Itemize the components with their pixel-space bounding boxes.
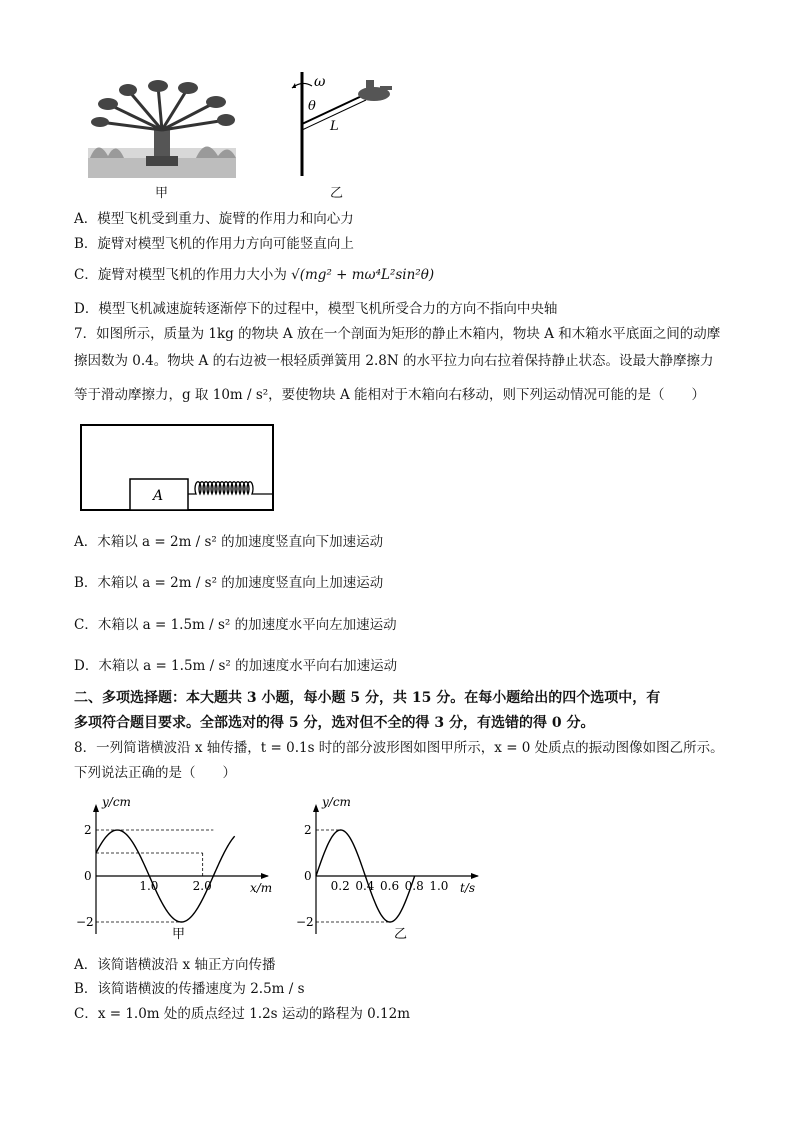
x-axis-arrow: [261, 873, 269, 879]
q8-option-c: C．x = 1.0m 处的质点经过 1.2s 运动的路程为 0.12m: [74, 1006, 411, 1022]
q6-option-d: D．模型飞机减速旋转逐渐停下的过程中，模型飞机所受合力的方向不指向中央轴: [74, 301, 558, 317]
y-tick-label: 2: [84, 823, 92, 837]
length-label: L: [330, 119, 339, 134]
y-axis-label: y/cm: [322, 795, 351, 809]
q7-stem-line1: 7．如图所示，质量为 1kg 的物块 A 放在一个剖面为矩形的静止木箱内，物块 A 和木箱水平底面之间的动摩: [74, 326, 721, 342]
wave-graph-jia: [76, 792, 276, 940]
y-tick-label: 0: [84, 869, 92, 883]
q6-option-a: A．模型飞机受到重力、旋臂的作用力和向心力: [74, 211, 354, 227]
y-axis-arrow: [93, 804, 99, 812]
q7-option-c: C．木箱以 a = 1.5m / s² 的加速度水平向左加速运动: [74, 617, 397, 633]
x-axis-label: x/m: [250, 881, 273, 895]
q7-option-d: D．木箱以 a = 1.5m / s² 的加速度水平向右加速运动: [74, 658, 398, 674]
theta-label: θ: [308, 99, 316, 114]
x-axis-arrow: [471, 873, 479, 879]
q7-option-b: B．木箱以 a = 2m / s² 的加速度竖直向上加速运动: [74, 575, 384, 591]
q8-option-a: A．该简谐横波沿 x 轴正方向传播: [74, 957, 276, 973]
q7-stem-line2: 擦因数为 0.4。物块 A 的右边被一根轻质弹簧用 2.8N 的水平拉力向右拉着保持静止状态。设最大静摩擦力: [74, 353, 714, 369]
x-tick-label: 0.8: [404, 879, 424, 893]
q8-stem-line2: 下列说法正确的是（ ）: [74, 765, 236, 781]
q6-option-c: [74, 266, 434, 284]
q8-option-b: B．该简谐横波的传播速度为 2.5m / s: [74, 981, 305, 997]
omega-label: ω: [314, 74, 326, 90]
y-tick-label: 2: [304, 823, 312, 837]
q6-option-c-text: C．旋臂对模型飞机的作用力大小为: [74, 267, 287, 283]
y-axis-arrow: [313, 804, 319, 812]
chart-caption: 乙: [394, 927, 408, 940]
q8-stem-line1: 8．一列简谐横波沿 x 轴传播，t = 0.1s 时的部分波形图如图甲所示，x = 0 处质点的振动图像如图乙所示。: [74, 740, 724, 756]
q7-stem-line3: 等于滑动摩擦力，g 取 10m / s²，要使物块 A 能相对于木箱向右移动，则下列运动情况可能的是（ ）: [74, 387, 706, 403]
section2-heading-line1: 二、多项选择题：本大题共 3 小题，每小题 5 分，共 15 分。在每小题给出的四个选项中，有: [74, 690, 661, 706]
block-label: A: [153, 488, 164, 504]
x-axis-label: t/s: [460, 881, 476, 895]
vibration-graph-yi: [296, 792, 486, 940]
box-spring-diagram: [80, 424, 275, 512]
ride-photo: [88, 78, 236, 178]
q6-option-c-formula: √(mg² + mω⁴L²sin²θ): [291, 267, 435, 283]
q6-option-b: B．旋臂对模型飞机的作用力方向可能竖直向上: [74, 236, 354, 252]
x-tick-label: 1.0: [429, 879, 449, 893]
y-axis-label: y/cm: [102, 795, 131, 809]
x-tick-label: 0.4: [355, 879, 375, 893]
x-tick-label: 2.0: [192, 879, 212, 893]
y-tick-label: 0: [304, 869, 312, 883]
section2-heading-line2: 多项符合题目要求。全部选对的得 5 分，选对但不全的得 3 分，有选错的得 0 分。: [74, 715, 595, 731]
x-tick-label: 1.0: [139, 879, 159, 893]
chart-caption: 甲: [172, 927, 186, 940]
y-tick-label: −2: [296, 915, 314, 929]
fig-caption-left: 甲: [155, 186, 169, 201]
y-tick-label: −2: [76, 915, 94, 929]
q7-option-a: A．木箱以 a = 2m / s² 的加速度竖直向下加速运动: [74, 534, 384, 550]
x-tick-label: 0.6: [380, 879, 400, 893]
fig-caption-right: 乙: [330, 186, 344, 201]
x-tick-label: 0.2: [330, 879, 350, 893]
rotating-arm-diagram: [280, 68, 395, 178]
